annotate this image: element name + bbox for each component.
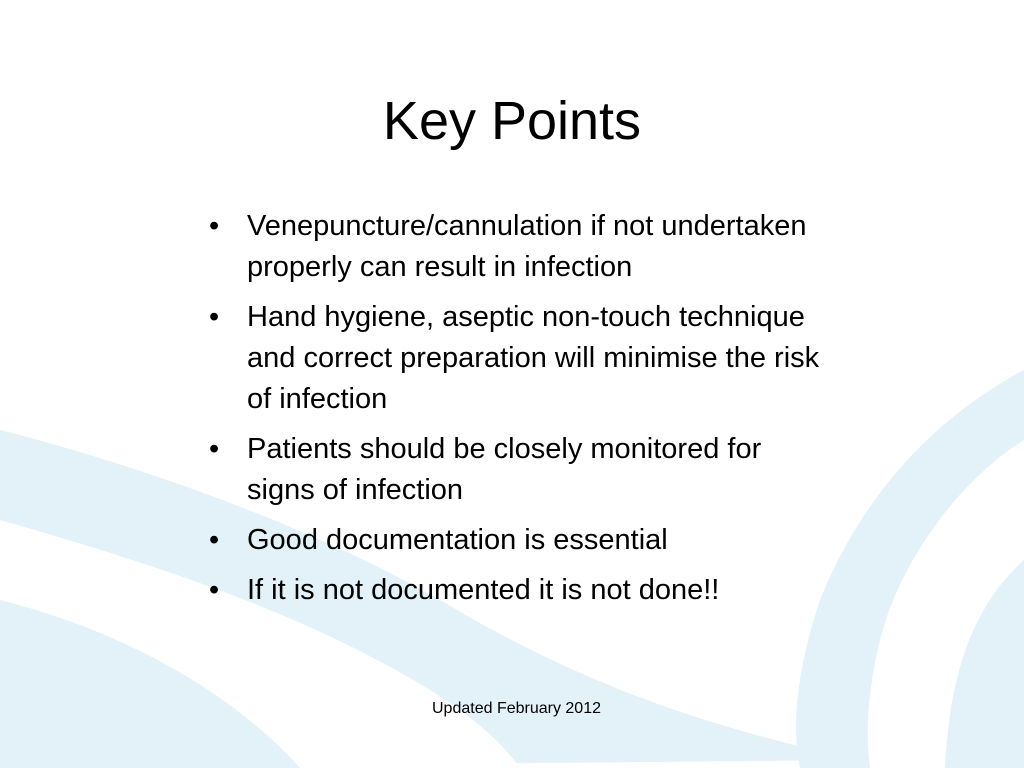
bullet-item	[206, 206, 836, 288]
bullet-text: Hand hygiene, aseptic non-touch technique and correct preparation will minimise the risk of infection	[247, 301, 820, 415]
footer-date: Updated February 2012	[432, 700, 601, 717]
bullet-text: Venepuncture/cannulation if not undertaken properly can result in infection	[247, 210, 807, 283]
bullet-item	[206, 297, 836, 420]
bullet-item	[206, 570, 836, 611]
bullet-text: If it is not documented it is not done!!	[247, 574, 720, 606]
bullet-list	[206, 206, 836, 620]
bullet-icon: •	[209, 301, 220, 333]
bullet-item	[206, 520, 836, 561]
bullet-icon: •	[209, 433, 220, 465]
bullet-icon: •	[209, 524, 220, 556]
slide-title: Key Points	[382, 91, 642, 151]
bullet-text: Good documentation is essential	[247, 524, 668, 556]
bullet-icon: •	[209, 574, 220, 606]
bullet-text: Patients should be closely monitored for signs of infection	[247, 433, 762, 506]
bullet-item	[206, 429, 836, 511]
bullet-icon: •	[209, 210, 220, 242]
